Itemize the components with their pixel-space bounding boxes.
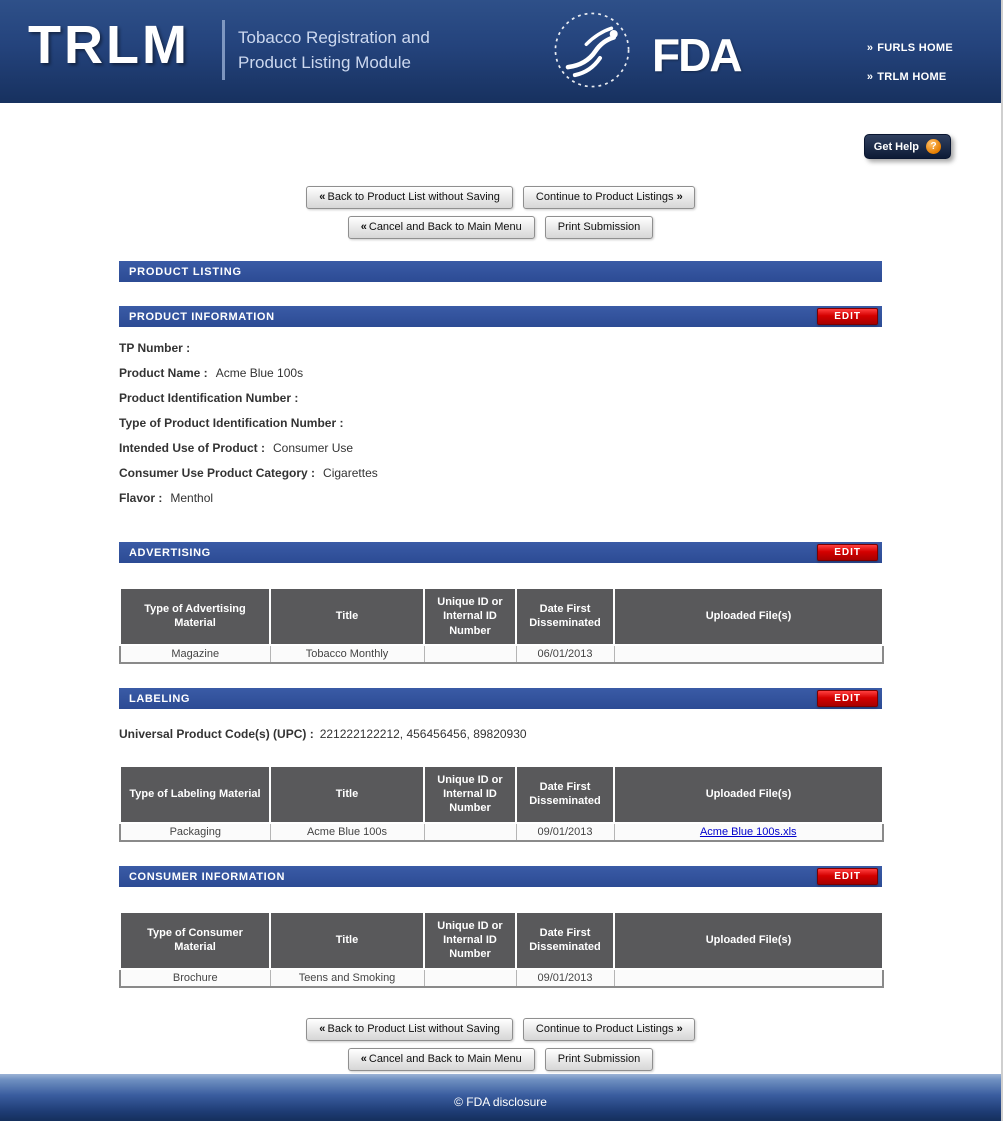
nav-button-row — [0, 1048, 1001, 1071]
app-title — [238, 26, 430, 75]
field-label: Intended Use of Product : — [119, 441, 266, 455]
cell-date: 09/01/2013 — [516, 823, 614, 841]
cell-title: Acme Blue 100s — [270, 823, 424, 841]
hhs-logo-icon — [552, 10, 632, 90]
column-header-title: Title — [270, 912, 424, 969]
double-chevron-right-icon: » — [676, 1022, 682, 1035]
section-header-labeling — [119, 688, 882, 709]
app-title-line2: Product Listing Module — [238, 52, 411, 72]
edit-product-information-button[interactable]: EDIT — [817, 308, 878, 325]
edit-advertising-button[interactable]: EDIT — [817, 544, 878, 561]
section-title: CONSUMER INFORMATION — [129, 870, 286, 883]
upc-value: 221222122212, 456456456, 89820930 — [319, 726, 527, 741]
bottom-nav-buttons — [0, 988, 1001, 1071]
column-header-files: Uploaded File(s) — [614, 766, 883, 823]
nav-button-row — [0, 186, 1001, 209]
field-tp-number — [119, 341, 882, 355]
print-submission-button[interactable] — [545, 1048, 654, 1071]
cancel-and-back-button[interactable] — [348, 1048, 535, 1071]
double-chevron-left-icon: « — [319, 191, 325, 203]
field-label: Consumer Use Product Category : — [119, 466, 316, 480]
app-title-line1: Tobacco Registration and — [238, 28, 430, 47]
column-header-files: Uploaded File(s) — [614, 588, 883, 645]
table-row — [120, 969, 883, 987]
double-chevron-left-icon: « — [360, 221, 366, 233]
section-header-consumer-information — [119, 866, 882, 887]
logo-divider — [222, 20, 225, 80]
cell-file — [614, 969, 883, 987]
main-content — [119, 261, 882, 988]
double-chevron-right-icon: » — [866, 71, 874, 83]
furls-home-link[interactable] — [867, 42, 953, 54]
field-value: Acme Blue 100s — [215, 366, 304, 380]
field-label: Type of Product Identification Number : — [119, 416, 344, 430]
section-title: ADVERTISING — [129, 547, 211, 559]
cell-file — [614, 645, 883, 663]
cell-date: 09/01/2013 — [516, 969, 614, 987]
continue-label: Continue to Product Listings — [535, 1022, 674, 1035]
cell-file — [614, 823, 883, 841]
field-label: Flavor : — [119, 491, 163, 505]
page-title: PRODUCT LISTING — [119, 261, 882, 282]
print-submission-button[interactable] — [545, 216, 654, 239]
back-to-product-list-button[interactable] — [306, 1018, 513, 1041]
cell-material: Magazine — [120, 645, 270, 663]
question-mark-icon: ? — [926, 139, 941, 154]
column-header-unique-id: Unique ID or Internal ID Number — [424, 912, 516, 969]
section-title: LABELING — [129, 692, 191, 705]
edit-consumer-information-button[interactable]: EDIT — [817, 868, 878, 885]
field-label: Product Name : — [119, 366, 208, 380]
cell-title: Teens and Smoking — [270, 969, 424, 987]
column-header-date: Date First Disseminated — [516, 766, 614, 823]
column-header-unique-id: Unique ID or Internal ID Number — [424, 766, 516, 823]
field-intended-use — [119, 441, 882, 455]
field-value: Menthol — [170, 491, 214, 505]
back-to-product-list-button[interactable] — [306, 186, 513, 209]
table-row — [120, 645, 883, 663]
section-header-advertising — [119, 542, 882, 563]
column-header-files: Uploaded File(s) — [614, 912, 883, 969]
field-flavor — [119, 491, 882, 505]
field-product-identification-number — [119, 391, 882, 405]
table-header-row — [120, 766, 883, 823]
app-header — [0, 0, 1001, 103]
trlm-home-link[interactable] — [867, 71, 953, 83]
field-value: Cigarettes — [323, 466, 378, 480]
field-type-of-product-identification-number — [119, 416, 882, 430]
field-label: Product Identification Number : — [119, 391, 299, 405]
cell-unique-id — [424, 645, 516, 663]
nav-button-row — [0, 216, 1001, 239]
cell-material: Packaging — [120, 823, 270, 841]
continue-to-product-listings-button[interactable] — [523, 1018, 695, 1041]
cancel-label: Cancel and Back to Main Menu — [368, 1052, 522, 1065]
fda-logo: FDA — [652, 29, 741, 81]
section-header-product-information — [119, 306, 882, 327]
advertising-table — [119, 587, 884, 664]
field-label: TP Number : — [119, 341, 191, 355]
cell-unique-id — [424, 823, 516, 841]
back-to-product-list-label: Back to Product List without Saving — [327, 191, 500, 203]
consumer-information-table — [119, 911, 884, 988]
cell-unique-id — [424, 969, 516, 987]
table-row — [120, 823, 883, 841]
table-header-row — [120, 912, 883, 969]
trlm-home-label: TRLM HOME — [877, 71, 947, 83]
furls-home-label: FURLS HOME — [877, 42, 953, 54]
upc-label: Universal Product Code(s) (UPC) : — [119, 726, 314, 741]
upc-line — [119, 727, 882, 741]
field-value: Consumer Use — [273, 441, 354, 455]
top-nav-buttons — [0, 103, 1001, 239]
double-chevron-left-icon: « — [319, 1022, 325, 1035]
column-header-material: Type of Advertising Material — [120, 588, 270, 645]
column-header-date: Date First Disseminated — [516, 912, 614, 969]
column-header-date: Date First Disseminated — [516, 588, 614, 645]
header-links — [867, 42, 953, 100]
field-product-name — [119, 366, 882, 380]
double-chevron-right-icon: » — [676, 191, 682, 203]
trlm-logo: TRLM — [28, 15, 190, 75]
double-chevron-right-icon: » — [866, 42, 874, 54]
column-header-unique-id: Unique ID or Internal ID Number — [424, 588, 516, 645]
cancel-label: Cancel and Back to Main Menu — [368, 221, 522, 233]
column-header-material: Type of Labeling Material — [120, 766, 270, 823]
get-help-label: Get Help — [873, 140, 919, 153]
column-header-title: Title — [270, 588, 424, 645]
nav-button-row — [0, 1018, 1001, 1041]
table-header-row — [120, 588, 883, 645]
cell-title: Tobacco Monthly — [270, 645, 424, 663]
product-information-fields — [119, 327, 882, 518]
column-header-material: Type of Consumer Material — [120, 912, 270, 969]
edit-labeling-button[interactable]: EDIT — [817, 690, 878, 707]
footer-disclosure-text: © FDA disclosure — [454, 1094, 547, 1109]
continue-label: Continue to Product Listings — [535, 191, 674, 203]
print-submission-label: Print Submission — [557, 221, 641, 233]
uploaded-file-link[interactable]: Acme Blue 100s.xls — [699, 825, 797, 838]
field-consumer-use-product-category — [119, 466, 882, 480]
labeling-table — [119, 765, 884, 842]
cell-date: 06/01/2013 — [516, 645, 614, 663]
get-help-button[interactable] — [864, 134, 951, 159]
page-footer — [0, 1074, 1001, 1121]
cancel-and-back-button[interactable] — [348, 216, 535, 239]
column-header-title: Title — [270, 766, 424, 823]
cell-material: Brochure — [120, 969, 270, 987]
print-submission-label: Print Submission — [557, 1052, 641, 1065]
back-to-product-list-label: Back to Product List without Saving — [327, 1022, 500, 1035]
section-title: PRODUCT INFORMATION — [129, 311, 275, 323]
continue-to-product-listings-button[interactable] — [523, 186, 695, 209]
double-chevron-left-icon: « — [360, 1052, 366, 1065]
